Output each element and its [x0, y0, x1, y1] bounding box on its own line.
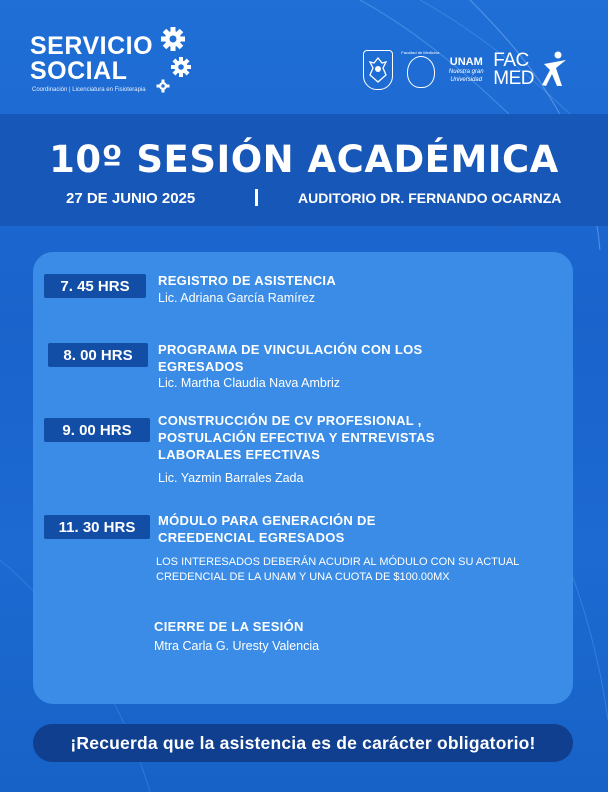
session-note-line: CREDENCIAL DE LA UNAM Y UNA CUOTA DE $100.00MX: [156, 571, 450, 583]
session-title-line: LABORALES EFECTIVAS: [158, 447, 321, 462]
mandatory-attendance-banner: ¡Recuerda que la asistencia es de carácter obligatorio!: [33, 724, 573, 762]
session-title-line: CIERRE DE LA SESIÓN: [154, 619, 304, 634]
session-title-line: CONSTRUCCIÓN DE CV PROFESIONAL ,: [158, 413, 422, 428]
session-title-line: PROGRAMA DE VINCULACIÓN CON LOS: [158, 342, 423, 357]
runner-figure-icon: [542, 50, 568, 90]
time-badge: 11. 30 HRS: [44, 515, 150, 539]
time-badge: 8. 00 HRS: [48, 343, 148, 367]
session-speaker: Lic. Martha Claudia Nava Ambriz: [158, 376, 341, 390]
session-title-line: EGRESADOS: [158, 359, 244, 374]
event-title: 10º SESIÓN ACADÉMICA: [49, 138, 559, 181]
session-speaker: Mtra Carla G. Uresty Valencia: [154, 639, 320, 653]
brand-line-1: SERVICIO: [30, 32, 154, 60]
facmed-logo: [493, 52, 534, 88]
session-title-line: POSTULACIÓN EFECTIVA Y ENTREVISTAS: [158, 430, 435, 445]
unam-logo: [447, 57, 485, 84]
session-title-line: MÓDULO PARA GENERACIÓN DE: [158, 513, 376, 528]
session-title: [158, 272, 336, 289]
session-title-line: REGISTRO DE ASISTENCIA: [158, 273, 337, 288]
header: [0, 0, 608, 112]
unam-shield-logo: [363, 50, 393, 90]
facmed-line-2: MED: [493, 68, 534, 89]
session-note-line: LOS INTERESADOS DEBERÁN ACUDIR AL MÓDULO CON SU ACTUAL: [156, 556, 520, 568]
session-title: [154, 618, 304, 635]
facultad-medicina-crest-logo: [401, 50, 439, 90]
eagle-crest-icon: [367, 55, 389, 85]
unam-wordmark: UNAM: [449, 55, 483, 68]
facultad-medicina-label: Facultad de Medicina: [401, 50, 440, 55]
date-venue-separator: [255, 189, 258, 206]
unam-tagline: Nuestra gran Universidad: [448, 68, 484, 83]
session-title: [158, 512, 376, 546]
event-date: 27 DE JUNIO 2025: [66, 190, 196, 207]
time-badge: 9. 00 HRS: [44, 418, 150, 442]
brand-subtitle: Coordinación | Licenciatura en Fisioterapia: [32, 87, 146, 93]
session-note: [156, 555, 556, 585]
time-badge: 7. 45 HRS: [44, 274, 146, 298]
facmed-line-1: FAC: [493, 50, 529, 71]
brand-line-2: SOCIAL: [30, 57, 128, 85]
brand-logo: [30, 34, 153, 84]
institution-logos: [363, 46, 568, 94]
session-speaker: Lic. Adriana García Ramírez: [158, 291, 316, 305]
session-speaker: Lic. Yazmin Barrales Zada: [158, 471, 304, 485]
session-title: [158, 412, 435, 463]
session-title-line: CREEDENCIAL EGRESADOS: [158, 530, 345, 545]
gears-icon: [152, 26, 194, 96]
event-venue: AUDITORIO DR. FERNANDO OCARNZA: [298, 190, 562, 206]
session-title: [158, 341, 423, 375]
crest-icon: [407, 56, 435, 88]
